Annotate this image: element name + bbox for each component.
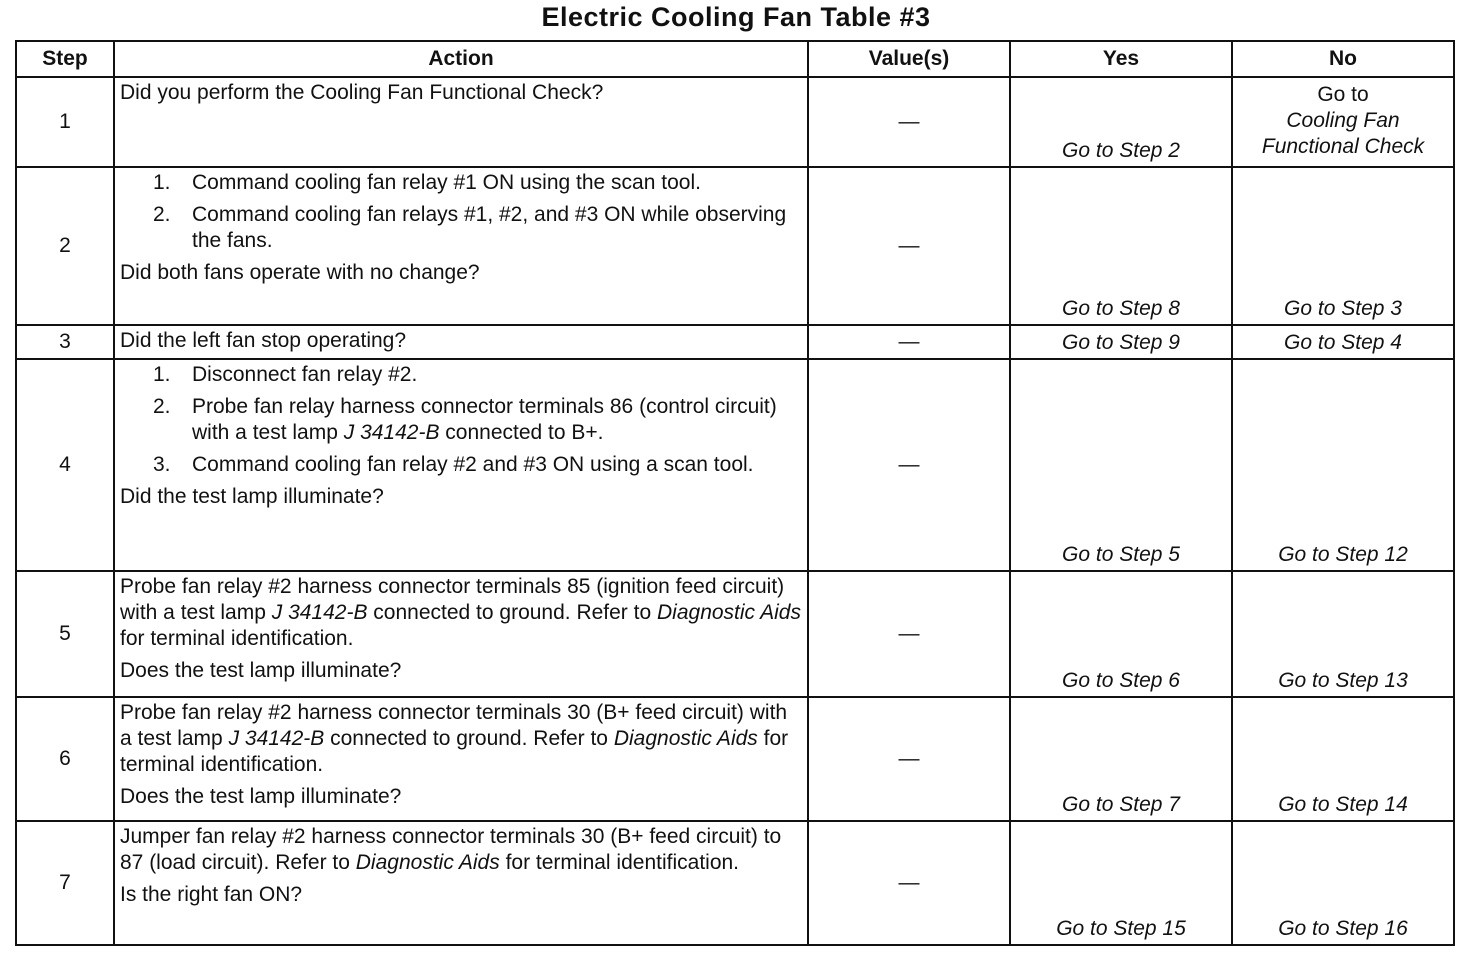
page-title: Electric Cooling Fan Table #3 — [541, 2, 931, 32]
yes-cell: Go to Step 7 — [1010, 697, 1232, 821]
instruction-text: Probe fan relay #2 harness connector terminals 85 (ignition feed circuit) with a test lamp J 34142-B connected to ground. Refer to Diagnostic Aids for terminal identification. — [120, 575, 801, 650]
action-cell — [114, 359, 808, 571]
no-cell: Go to Step 14 — [1232, 697, 1454, 821]
no-cell — [1232, 77, 1454, 167]
yes-cell: Go to Step 15 — [1010, 821, 1232, 945]
action-cell — [114, 571, 808, 697]
header-action: Action — [114, 41, 808, 77]
question-text: Does the test lamp illuminate? — [120, 785, 402, 808]
yes-cell: Go to Step 5 — [1010, 359, 1232, 571]
list-item: 2. Command cooling fan relays #1, #2, and #3 ON while observing the fans. — [153, 203, 787, 252]
step-number: 2 — [16, 167, 114, 325]
question-text: Does the test lamp illuminate? — [120, 659, 402, 682]
no-cell: Go to Step 12 — [1232, 359, 1454, 571]
value-cell: — — [808, 359, 1010, 571]
no-link-text: Cooling Fan — [1286, 109, 1400, 132]
table-row — [16, 571, 1454, 697]
step-number: 4 — [16, 359, 114, 571]
value-cell: — — [808, 167, 1010, 325]
value-cell: — — [808, 571, 1010, 697]
question-text: Is the right fan ON? — [120, 883, 303, 906]
value-cell: — — [808, 325, 1010, 359]
table-row — [16, 821, 1454, 945]
no-cell: Go to Step 4 — [1232, 325, 1454, 359]
instruction-list — [120, 362, 803, 478]
question-text: Did you perform the Cooling Fan Functional Check? — [120, 81, 604, 104]
no-text: Go to — [1317, 83, 1369, 106]
action-cell — [114, 167, 808, 325]
action-cell — [114, 697, 808, 821]
no-cell: Go to Step 16 — [1232, 821, 1454, 945]
yes-cell: Go to Step 9 — [1010, 325, 1232, 359]
list-item: 3. Command cooling fan relay #2 and #3 ON using a scan tool. — [153, 453, 754, 476]
question-text: Did both fans operate with no change? — [120, 261, 480, 284]
action-cell — [114, 821, 808, 945]
value-cell: — — [808, 697, 1010, 821]
value-cell: — — [808, 821, 1010, 945]
question-text: Did the test lamp illuminate? — [120, 485, 384, 508]
step-number: 7 — [16, 821, 114, 945]
yes-cell: Go to Step 6 — [1010, 571, 1232, 697]
action-cell: Did the left fan stop operating? — [114, 325, 808, 359]
yes-cell — [1010, 77, 1232, 167]
list-item: 1. Command cooling fan relay #1 ON using the scan tool. — [153, 171, 701, 194]
instruction-text: Probe fan relay #2 harness connector terminals 30 (B+ feed circuit) with a test lamp J 34142-B connected to ground. Refer to Diagnostic Aids for terminal identification. — [120, 701, 789, 776]
table-row — [16, 167, 1454, 325]
step-number: 3 — [16, 325, 114, 359]
value-cell — [808, 77, 1010, 167]
no-cell: Go to Step 3 — [1232, 167, 1454, 325]
step-number: 1 — [16, 77, 114, 167]
table-row — [16, 325, 1454, 359]
yes-text: Go to Step 2 — [1062, 139, 1180, 162]
table-row — [16, 359, 1454, 571]
header-row — [16, 41, 1454, 77]
step-number: 5 — [16, 571, 114, 697]
action-cell — [114, 77, 808, 167]
no-link-text: Functional Check — [1261, 135, 1425, 158]
table-row — [16, 77, 1454, 167]
diagnostic-table — [15, 40, 1455, 946]
yes-cell: Go to Step 8 — [1010, 167, 1232, 325]
list-item: 2. Probe fan relay harness connector terminals 86 (control circuit) with a test lamp J 34142-B connected to B+. — [153, 395, 777, 444]
header-values: Value(s) — [808, 41, 1010, 77]
list-item: 1. Disconnect fan relay #2. — [153, 363, 418, 386]
instruction-list — [120, 170, 803, 254]
dash-text: — — [898, 110, 920, 133]
table-row — [16, 697, 1454, 821]
instruction-text: Jumper fan relay #2 harness connector terminals 30 (B+ feed circuit) to 87 (load circuit). Refer to Diagnostic Aids for terminal identification. — [120, 825, 782, 874]
no-cell: Go to Step 13 — [1232, 571, 1454, 697]
header-step: Step — [16, 41, 114, 77]
header-no: No — [1232, 41, 1454, 77]
step-number: 6 — [16, 697, 114, 821]
header-yes: Yes — [1010, 41, 1232, 77]
